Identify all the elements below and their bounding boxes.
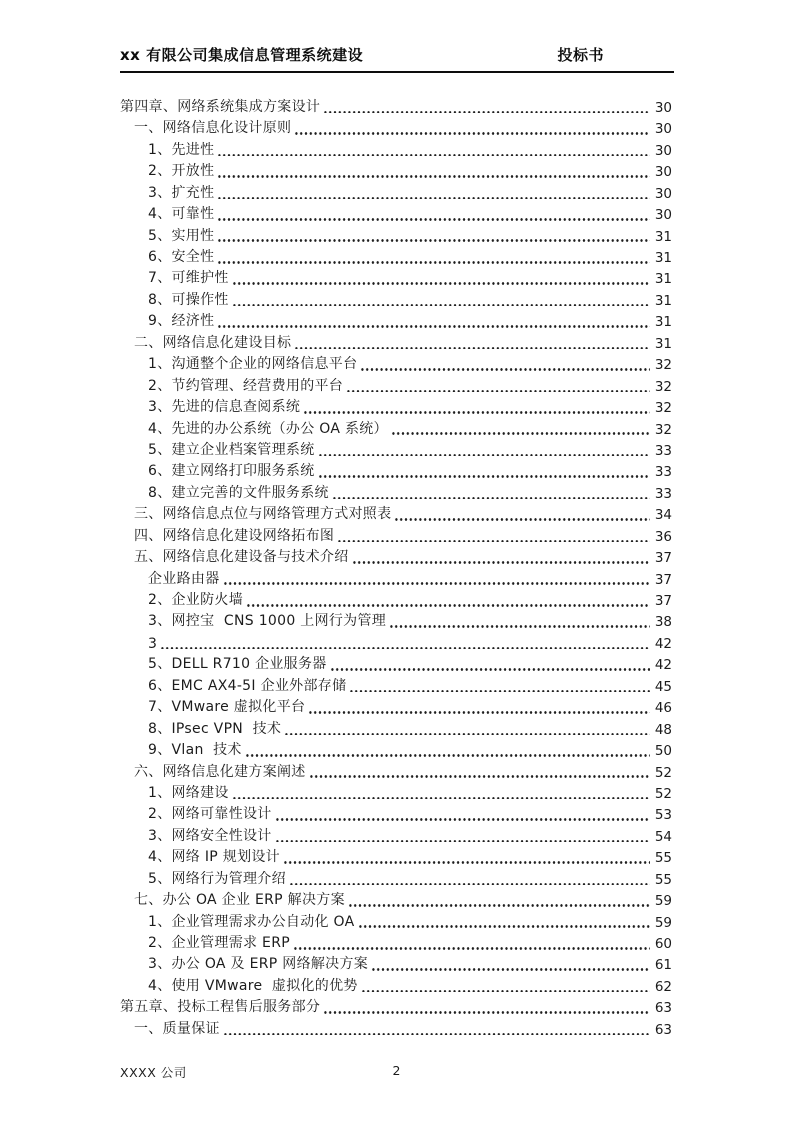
toc-dot-leader: [349, 690, 650, 693]
toc-list: [120, 97, 672, 1040]
toc-dot-leader: [275, 818, 650, 821]
toc-entry-page: 30: [654, 121, 672, 138]
toc-entry-page: 32: [654, 378, 672, 395]
toc-entry-title: 一、网络信息化设计原则: [134, 120, 292, 137]
toc-dot-leader: [275, 840, 650, 843]
toc-entry-title: 3、网络安全性设计: [148, 827, 272, 844]
toc-entry-page: 63: [654, 1000, 672, 1017]
toc-dot-leader: [217, 239, 650, 242]
toc-dot-leader: [318, 454, 650, 457]
toc-entry[interactable]: [120, 783, 672, 804]
toc-entry-page: 30: [654, 142, 672, 159]
header-doc-title: xx 有限公司集成信息管理系统建设: [120, 46, 364, 64]
toc-entry-page: 45: [654, 678, 672, 695]
toc-entry-page: 46: [654, 700, 672, 717]
header-doc-type: 投标书: [557, 46, 604, 64]
toc-entry-page: 54: [654, 828, 672, 845]
toc-entry-page: 55: [654, 850, 672, 867]
toc-entry-title: 三、网络信息点位与网络管理方式对照表: [134, 506, 392, 523]
toc-entry[interactable]: [120, 161, 672, 182]
toc-dot-leader: [217, 197, 650, 200]
toc-dot-leader: [323, 111, 650, 114]
toc-dot-leader: [358, 925, 650, 928]
toc-entry-title: 四、网络信息化建设网络拓布图: [134, 527, 335, 544]
toc-entry-page: 61: [654, 957, 672, 974]
toc-entry-page: 42: [654, 657, 672, 674]
toc-entry-title: 4、网络 IP 规划设计: [148, 849, 280, 866]
toc-entry[interactable]: [120, 461, 672, 482]
toc-entry-page: 31: [654, 292, 672, 309]
page-footer: [120, 1063, 673, 1083]
toc-entry-title: 5、建立企业档案管理系统: [148, 441, 315, 458]
toc-entry[interactable]: [120, 333, 672, 354]
toc-entry-page: 62: [654, 978, 672, 995]
toc-entry-title: 1、先进性: [148, 141, 215, 158]
toc-entry-title: 6、安全性: [148, 249, 215, 265]
toc-entry-page: 60: [654, 936, 672, 952]
toc-entry[interactable]: [120, 397, 672, 418]
toc-entry-page: 32: [654, 400, 672, 417]
toc-entry[interactable]: [120, 140, 672, 161]
toc-entry-page: 59: [654, 914, 672, 931]
toc-entry-page: 32: [654, 421, 672, 438]
footer-company: XXXX 公司: [120, 1065, 187, 1080]
toc-entry-title: 5、网络行为管理介绍: [148, 870, 286, 887]
toc-entry-title: 第五章、投标工程售后服务部分: [120, 999, 321, 1016]
toc-dot-leader: [360, 368, 650, 371]
toc-entry-title: 9、经济性: [148, 313, 215, 330]
toc-entry-page: 37: [654, 593, 672, 609]
toc-entry[interactable]: [120, 526, 672, 547]
toc-dot-leader: [352, 561, 651, 564]
toc-entry-page: 30: [654, 185, 672, 202]
toc-entry[interactable]: [120, 933, 672, 954]
toc-entry-title: 3、办公 OA 及 ERP 网络解决方案: [148, 956, 369, 973]
toc-entry[interactable]: [120, 419, 672, 440]
toc-dot-leader: [232, 304, 650, 307]
page-header: [120, 44, 674, 73]
toc-dot-leader: [293, 947, 650, 950]
toc-entry-page: 53: [654, 807, 672, 824]
toc-dot-leader: [217, 218, 650, 221]
toc-entry-page: 33: [654, 442, 672, 459]
toc-entry[interactable]: [120, 97, 672, 118]
toc-entry-title: 六、网络信息化建方案阐述: [134, 763, 306, 780]
toc-entry-page: 52: [654, 785, 672, 802]
toc-entry-title: 7、可维护性: [148, 270, 229, 287]
toc-entry[interactable]: [120, 504, 672, 525]
toc-entry-page: 55: [654, 871, 672, 888]
toc-entry-page: 31: [654, 228, 672, 245]
toc-entry[interactable]: [120, 590, 672, 611]
toc-entry[interactable]: [120, 269, 672, 290]
toc-entry-title: 二、网络信息化建设目标: [134, 334, 292, 351]
toc-entry[interactable]: [120, 118, 672, 139]
toc-dot-leader: [217, 175, 650, 178]
toc-entry[interactable]: [120, 740, 672, 761]
toc-entry[interactable]: [120, 1019, 672, 1040]
toc-dot-leader: [294, 347, 650, 350]
toc-dot-leader: [232, 797, 650, 800]
toc-entry[interactable]: [120, 955, 672, 976]
toc-entry[interactable]: [120, 569, 672, 590]
toc-entry-title: 4、使用 VMware 虚拟化的优势: [148, 977, 358, 994]
toc-entry-title: 3: [148, 635, 158, 652]
toc-dot-leader: [223, 1033, 650, 1036]
toc-entry-title: 2、企业管理需求 ERP: [148, 935, 290, 951]
toc-entry[interactable]: [120, 483, 672, 504]
toc-entry[interactable]: [120, 719, 672, 740]
toc-dot-leader: [246, 604, 650, 607]
toc-entry[interactable]: [120, 847, 672, 868]
toc-dot-leader: [389, 625, 650, 628]
toc-entry-title: 4、先进的办公系统（办公 OA 系统）: [148, 420, 388, 437]
toc-entry-page: 33: [654, 485, 672, 502]
toc-entry-page: 34: [654, 507, 672, 524]
toc-entry[interactable]: [120, 204, 672, 225]
toc-entry[interactable]: [120, 869, 672, 890]
toc-entry-title: 6、建立网络打印服务系统: [148, 463, 315, 480]
toc-entry-title: 3、先进的信息查阅系统: [148, 399, 301, 416]
toc-entry[interactable]: [120, 697, 672, 718]
toc-entry[interactable]: [120, 654, 672, 675]
toc-dot-leader: [223, 582, 651, 585]
toc-entry-page: 31: [654, 271, 672, 288]
toc-entry[interactable]: [120, 676, 672, 697]
toc-entry-title: 2、开放性: [148, 163, 215, 180]
toc-dot-leader: [346, 390, 650, 393]
toc-entry[interactable]: [120, 547, 672, 568]
toc-entry[interactable]: [120, 976, 672, 997]
toc-entry[interactable]: [120, 633, 672, 654]
toc-entry[interactable]: [120, 912, 672, 933]
toc-entry-title: 1、企业管理需求办公自动化 OA: [148, 913, 355, 930]
toc-entry-page: 63: [654, 1021, 672, 1038]
toc-entry-page: 31: [654, 314, 672, 331]
toc-entry[interactable]: [120, 226, 672, 247]
toc-entry-page: 30: [654, 164, 672, 181]
toc-entry-title: 3、网控宝 CNS 1000 上网行为管理: [148, 613, 387, 630]
toc-entry-title: 5、实用性: [148, 227, 215, 244]
toc-entry-title: 2、节约管理、经营费用的平台: [148, 377, 344, 394]
toc-entry-title: 一、质量保证: [134, 1020, 220, 1037]
toc-entry-page: 36: [654, 528, 672, 545]
toc-entry[interactable]: [120, 804, 672, 825]
toc-entry-title: 第四章、网络系统集成方案设计: [120, 98, 321, 115]
toc-entry-title: 6、EMC AX4-5I 企业外部存储: [148, 677, 347, 694]
toc-dot-leader: [348, 904, 650, 907]
toc-dot-leader: [283, 861, 650, 864]
toc-dot-leader: [309, 775, 650, 778]
toc-dot-leader: [308, 711, 650, 714]
toc-entry-page: 37: [654, 550, 672, 567]
toc-entry-page: 52: [654, 764, 672, 781]
toc-dot-leader: [232, 282, 650, 285]
toc-dot-leader: [217, 325, 650, 328]
toc-entry-title: 七、办公 OA 企业 ERP 解决方案: [134, 892, 345, 909]
toc-entry[interactable]: [120, 612, 672, 633]
toc-entry[interactable]: [120, 247, 672, 268]
toc-entry-title: 五、网络信息化建设备与技术介绍: [134, 549, 349, 566]
toc-entry-page: 50: [654, 743, 672, 760]
toc-entry[interactable]: [120, 354, 672, 375]
toc-entry-page: 30: [654, 207, 672, 224]
toc-entry-title: 企业路由器: [148, 570, 220, 587]
toc-dot-leader: [394, 518, 650, 521]
toc-dot-leader: [284, 733, 650, 736]
toc-entry[interactable]: [120, 826, 672, 847]
toc-entry-title: 8、建立完善的文件服务系统: [148, 484, 329, 501]
toc-entry-page: 31: [654, 250, 672, 266]
toc-entry[interactable]: [120, 376, 672, 397]
toc-dot-leader: [318, 475, 650, 478]
toc-entry-page: 32: [654, 357, 672, 374]
toc-dot-leader: [160, 647, 650, 650]
toc-entry[interactable]: [120, 183, 672, 204]
toc-entry-title: 8、IPsec VPN 技术: [148, 720, 282, 737]
toc-entry[interactable]: [120, 311, 672, 332]
toc-dot-leader: [361, 990, 650, 993]
toc-dot-leader: [289, 883, 650, 886]
toc-entry[interactable]: [120, 997, 672, 1018]
toc-entry[interactable]: [120, 290, 672, 311]
toc-dot-leader: [391, 432, 650, 435]
toc-entry-page: 37: [654, 571, 672, 588]
toc-dot-leader: [217, 261, 650, 264]
toc-entry-title: 8、可操作性: [148, 291, 229, 308]
toc-dot-leader: [330, 668, 650, 671]
toc-entry[interactable]: [120, 762, 672, 783]
toc-entry[interactable]: [120, 440, 672, 461]
toc-entry-title: 4、可靠性: [148, 206, 215, 223]
toc-dot-leader: [217, 154, 650, 157]
toc-entry-page: 38: [654, 614, 672, 631]
toc-dot-leader: [371, 968, 650, 971]
footer-page-number: 2: [392, 1063, 401, 1078]
toc-entry-title: 3、扩充性: [148, 184, 215, 201]
toc-dot-leader: [245, 754, 650, 757]
toc-entry-title: 2、网络可靠性设计: [148, 806, 272, 823]
toc-entry-title: 1、沟通整个企业的网络信息平台: [148, 356, 358, 373]
toc-dot-leader: [332, 497, 650, 500]
toc-entry-page: 42: [654, 635, 672, 652]
toc-dot-leader: [337, 540, 650, 543]
toc-entry[interactable]: [120, 890, 672, 911]
toc-entry-page: 31: [654, 335, 672, 352]
toc-entry-page: 33: [654, 464, 672, 481]
toc-entry-page: 48: [654, 721, 672, 738]
toc-entry-title: 7、VMware 虚拟化平台: [148, 699, 306, 716]
toc-entry-page: 30: [654, 99, 672, 116]
toc-entry-title: 1、网络建设: [148, 784, 229, 801]
toc-entry-title: 2、企业防火墙: [148, 592, 244, 608]
toc-entry-page: 59: [654, 893, 672, 910]
toc-entry-title: 5、DELL R710 企业服务器: [148, 656, 327, 673]
toc-dot-leader: [323, 1011, 650, 1014]
toc-dot-leader: [294, 132, 650, 135]
toc-dot-leader: [303, 411, 650, 414]
toc-entry-title: 9、Vlan 技术: [148, 742, 242, 759]
